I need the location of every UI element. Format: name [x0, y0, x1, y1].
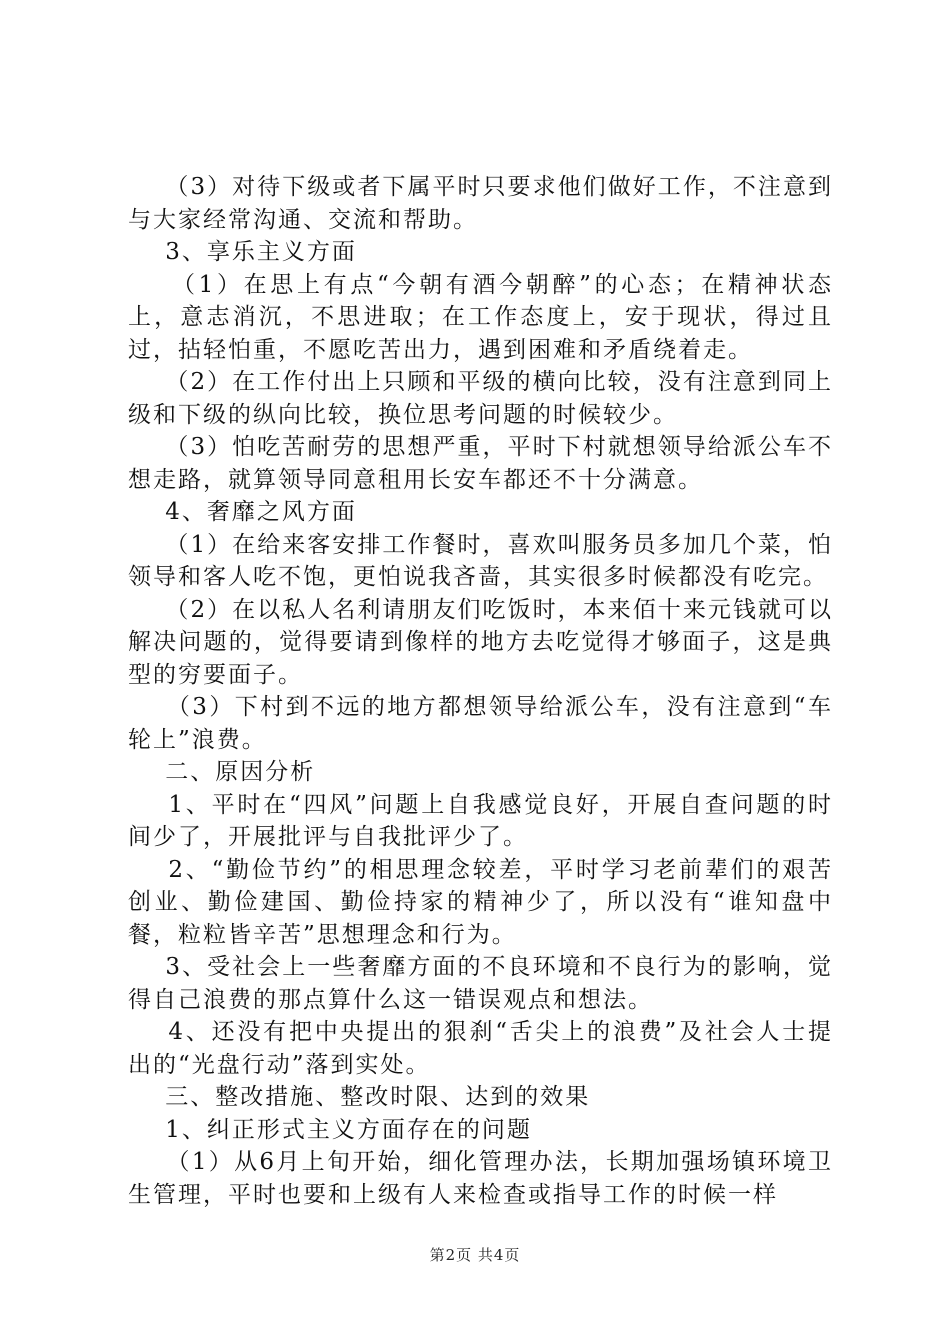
page-footer: 第2页 共4页	[429, 1246, 521, 1264]
paragraph: （1）在给来客安排工作餐时，喜欢叫服务员多加几个菜，怕领导和客人吃不饱，更怕说我吝啬，其实很多时候都没有吃完。	[128, 531, 834, 590]
section-heading: 4、奢靡之风方面	[128, 499, 357, 525]
paragraph: （3）怕吃苦耐劳的思想严重，平时下村就想领导给派公车不想走路，就算领导同意租用长安车都还不十分满意。	[128, 434, 834, 493]
paragraph: （3）下村到不远的地方都想领导给派公车，没有注意到“车轮上”浪费。	[128, 694, 833, 753]
paragraph: （2）在工作付出上只顾和平级的横向比较，没有注意到同上级和下级的纵向比较，换位思考问题的时候较少。	[128, 369, 834, 428]
paragraph: （2）在以私人名利请朋友们吃饭时，本来佰十来元钱就可以解决问题的，觉得要请到像样的地方去吃觉得才够面子，这是典型的穷要面子。	[128, 596, 834, 688]
section-heading: 3、享乐主义方面	[128, 239, 357, 265]
section-heading: 1、纠正形式主义方面存在的问题	[128, 1116, 532, 1143]
paragraph: （1）从6月上旬开始，细化管理办法，长期加强场镇环境卫生管理，平时也要和上级有人来检查或指导工作的时候一样	[128, 1149, 833, 1208]
document-body	[128, 171, 833, 1211]
section-heading: 三、整改措施、整改时限、达到的效果	[128, 1084, 591, 1110]
paragraph: 1、平时在“四风”问题上自我感觉良好，开展自查问题的时间少了，开展批评与自我批评少了。	[128, 791, 833, 850]
paragraph: （1）在思上有点“今朝有酒今朝醉”的心态；在精神状态上，意志消沉，不思进取；在工作态度上，安于现状，得过且过，拈轻怕重，不愿吃苦出力，遇到困难和矛盾绕着走。	[128, 271, 833, 363]
paragraph: 2、“勤俭节约”的相思理念较差，平时学习老前辈们的艰苦创业、勤俭建国、勤俭持家的精神少了，所以没有“谁知盘中餐，粒粒皆辛苦”思想理念和行为。	[128, 856, 833, 948]
paragraph: （3）对待下级或者下属平时只要求他们做好工作，不注意到与大家经常沟通、交流和帮助。	[128, 174, 834, 233]
paragraph: 4、还没有把中央提出的狠刹“舌尖上的浪费”及社会人士提出的“光盘行动”落到实处。	[128, 1019, 833, 1078]
section-heading: 二、原因分析	[128, 759, 316, 785]
paragraph: 3、受社会上一些奢靡方面的不良环境和不良行为的影响，觉得自己浪费的那点算什么这一错误观点和想法。	[128, 954, 834, 1013]
